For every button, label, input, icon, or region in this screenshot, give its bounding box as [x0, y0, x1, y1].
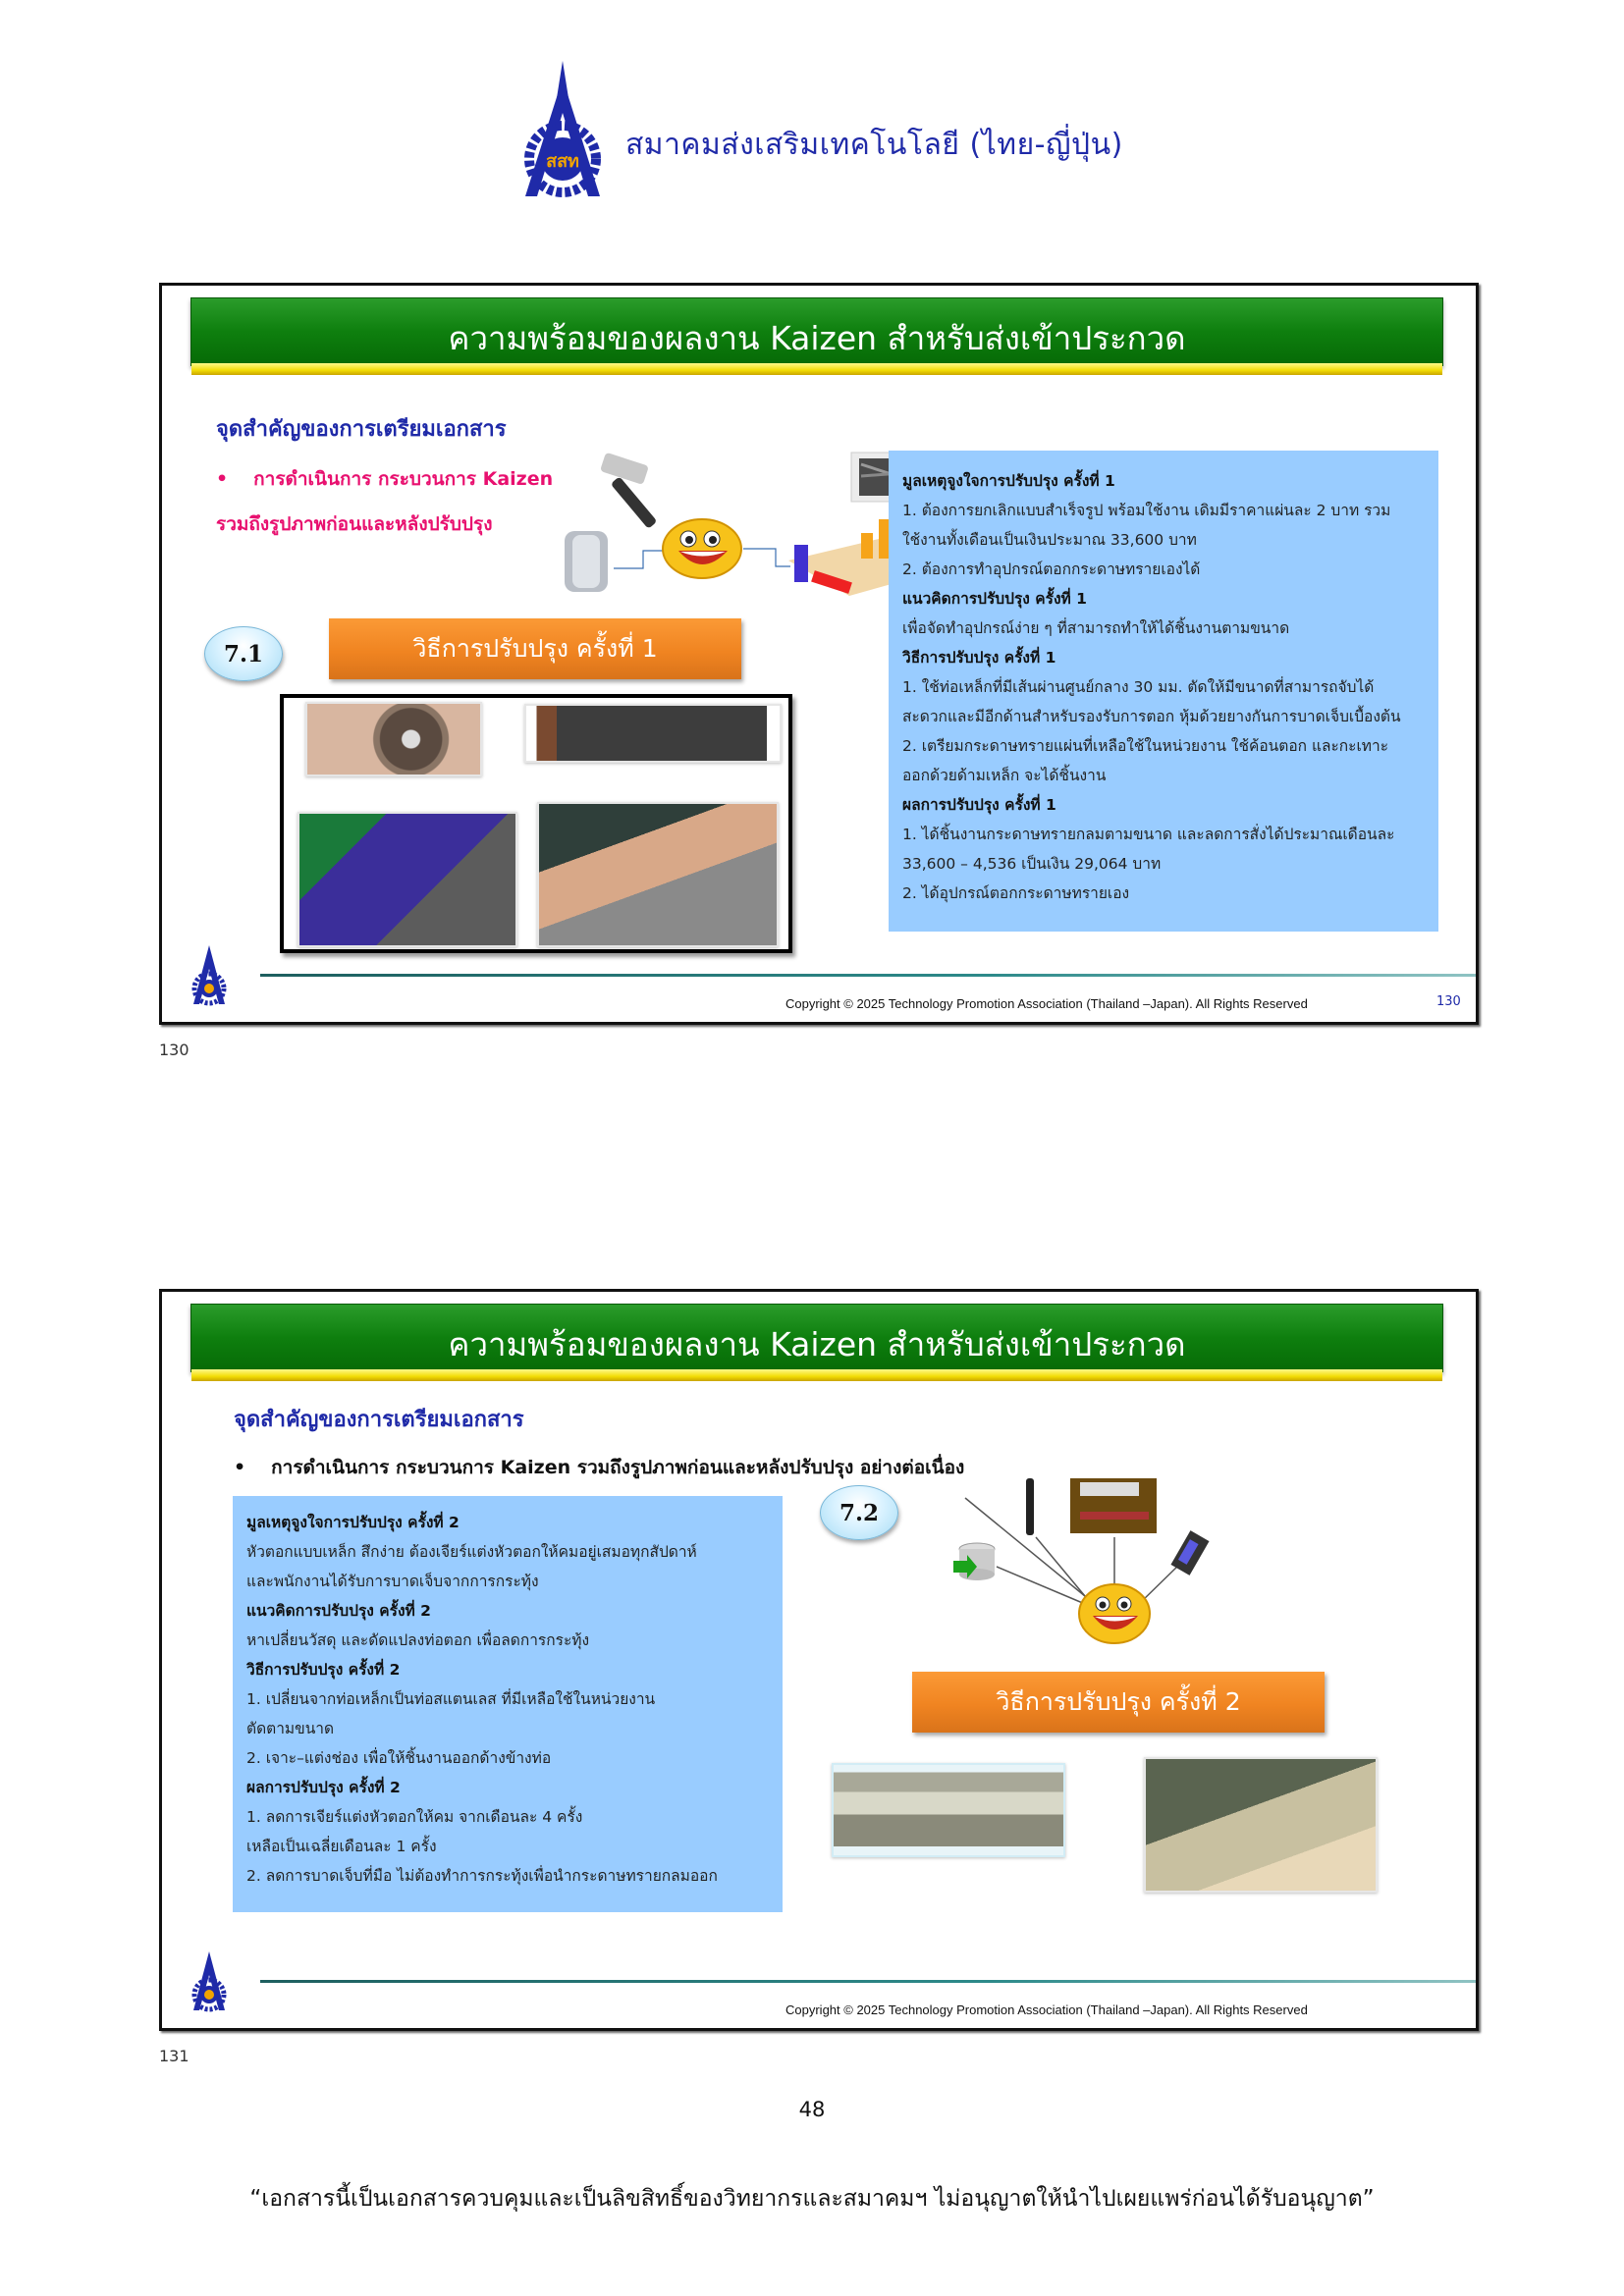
- association-logo-icon: [523, 59, 602, 211]
- copyright-disclaimer: “เอกสารนี้เป็นเอกสารควบคุมและเป็นลิขสิทธิ์ของวิทยากรและสมาคมฯ ไม่อนุญาตให้นำไปเผยแพร่ก่อนได้รับอนุญาต”: [249, 2186, 1375, 2212]
- section-heading: จุดสำคัญของการเตรียมเอกสาร: [216, 417, 507, 442]
- bullet-item: [234, 1453, 964, 1482]
- info-line: 2. เจาะ–แต่งช่อง เพื่อให้ชิ้นงานออกด้างข้างท่อ: [246, 1749, 552, 1767]
- slide-caption-number: 130: [159, 1041, 189, 1059]
- info-line: 2. ลดการบาดเจ็บที่มือ ไม่ต้องทำการกระทุ้งเพื่อนำกระดาษทรายกลมออก: [246, 1867, 718, 1885]
- slide-131: [159, 1289, 1479, 2031]
- smiley-face-icon: [663, 519, 741, 578]
- photo-punching-sandpaper: [1144, 1757, 1378, 1893]
- info-line: หาเปลี่ยนวัสดุ และดัดแปลงท่อตอก เพื่อลดการกระทุ้ง: [246, 1631, 590, 1649]
- organization-name: สมาคมส่งเสริมเทคโนโลยี (ไทย-ญี่ปุ่น): [625, 128, 1123, 162]
- info-line: ออกด้วยด้ามเหล็ก จะได้ชิ้นงาน: [902, 767, 1107, 784]
- info-line: 1. ต้องการยกเลิกแบบสำเร็จรูป พร้อมใช้งาน เดิมมีราคาแผ่นละ 2 บาท รวม: [902, 502, 1391, 519]
- bullet-text: การดำเนินการ กระบวนการ Kaizen: [253, 468, 554, 490]
- slide-title: ความพร้อมของผลงาน Kaizen สำหรับส่งเข้าประกวด: [448, 319, 1186, 357]
- info-heading: ผลการปรับปรุง ครั้งที่ 1: [902, 796, 1056, 814]
- slide-130: [159, 283, 1479, 1025]
- bullet-icon: •: [234, 1457, 246, 1478]
- photo-collage: [280, 694, 792, 953]
- slide-title-bar: [190, 297, 1443, 366]
- info-line: เพื่อจัดทำอุปกรณ์ง่าย ๆ ที่สามารถทำให้ได้ชิ้นงานตามขนาด: [902, 619, 1290, 637]
- info-line: 33,600 – 4,536 เป็นเงิน 29,064 บาท: [902, 855, 1162, 873]
- info-line: 2. ได้อุปกรณ์ตอกกระดาษทรายเอง: [902, 884, 1130, 902]
- info-line: 2. เตรียมกระดาษทรายแผ่นที่เหลือใช้ในหน่วยงาน ใช้ค้อนตอก และกะเทาะ: [902, 737, 1389, 755]
- info-line: หัวตอกแบบเหล็ก สึกง่าย ต้องเจียร์แต่งหัวตอกให้คมอยู่เสมอทุกสัปดาห์: [246, 1543, 697, 1561]
- page-header: [523, 59, 1123, 211]
- kaizen-tools-illustration: [938, 1478, 1488, 1645]
- info-heading: แนวคิดการปรับปรุง ครั้งที่ 1: [902, 590, 1087, 608]
- step-label-banner: วิธีการปรับปรุง ครั้งที่ 2: [912, 1672, 1325, 1733]
- bullet-continuation: รวมถึงรูปภาพก่อนและหลังปรับปรุง: [216, 513, 493, 535]
- footer-logo-icon: [191, 945, 227, 1010]
- section-heading: จุดสำคัญของการเตรียมเอกสาร: [234, 1408, 524, 1432]
- info-heading: แนวคิดการปรับปรุง ครั้งที่ 2: [246, 1602, 431, 1620]
- photo-sandpaper-disc: [305, 702, 482, 776]
- footer-logo-icon: [191, 1951, 227, 2016]
- step-number-badge: 7.1: [204, 626, 283, 681]
- slide-title-bar: [190, 1304, 1443, 1372]
- slide-number: 130: [1436, 994, 1461, 1009]
- step-label-banner: วิธีการปรับปรุง ครั้งที่ 1: [329, 618, 741, 679]
- photo-hands-with-tool: [537, 802, 779, 947]
- title-underline-stripe: [191, 363, 1442, 375]
- stapler-icon: [1170, 1530, 1209, 1575]
- photo-worker-punching: [298, 812, 517, 947]
- pen-icon: [1026, 1478, 1034, 1535]
- info-line: 2. ต้องการทำอุปกรณ์ตอกกระดาษทรายเองได้: [902, 561, 1201, 578]
- copyright-text: Copyright © 2025 Technology Promotion Association (Thailand –Japan). All Rights Reserved: [785, 996, 1308, 1011]
- info-heading: มูลเหตุจูงใจการปรับปรุง ครั้งที่ 1: [902, 472, 1115, 490]
- hammer-icon: [600, 453, 657, 529]
- bullet-item: [216, 464, 553, 494]
- info-line: 1. เปลี่ยนจากท่อเหล็กเป็นท่อสแตนเลส ที่มีเหลือใช้ในหน่วยงาน: [246, 1690, 656, 1708]
- slide-title: ความพร้อมของผลงาน Kaizen สำหรับส่งเข้าประกวด: [448, 1325, 1186, 1363]
- copyright-text: Copyright © 2025 Technology Promotion Association (Thailand –Japan). All Rights Reserved: [785, 2002, 1308, 2017]
- title-underline-stripe: [191, 1369, 1442, 1381]
- info-line: 1. ได้ชิ้นงานกระดาษทรายกลมตามขนาด และลดการสั่งได้ประมาณเดือนละ: [902, 826, 1395, 843]
- photo-steel-punch-tool: [524, 704, 782, 763]
- page-number: 48: [798, 2098, 826, 2121]
- info-heading: วิธีการปรับปรุง ครั้งที่ 2: [246, 1661, 401, 1679]
- improvement-details-box: [889, 451, 1438, 932]
- improvement-details-box: [233, 1496, 783, 1912]
- info-line: ใช้งานทั้งเดือนเป็นเงินประมาณ 33,600 บาท: [902, 531, 1197, 549]
- bullet-icon: •: [216, 468, 229, 490]
- footer-divider: [260, 974, 1476, 977]
- info-line: 1. ลดการเจียร์แต่งหัวตอกให้คม จากเดือนละ 4 ครั้ง: [246, 1808, 583, 1826]
- info-line: 1. ใช้ท่อเหล็กที่มีเส้นผ่านศูนย์กลาง 30 มม. ตัดให้มีขนาดที่สามารถจับได้: [902, 678, 1375, 696]
- svg-text:สสท: สสท: [546, 151, 579, 172]
- cylinder-part-icon: [565, 531, 608, 592]
- database-icon: [953, 1543, 995, 1580]
- step-number-badge: 7.2: [820, 1485, 898, 1540]
- slide-caption-number: 131: [159, 2047, 189, 2065]
- info-line: และพนักงานได้รับการบาดเจ็บจากการกระทุ้ง: [246, 1573, 539, 1590]
- footer-divider: [260, 1980, 1476, 1983]
- info-heading: มูลเหตุจูงใจการปรับปรุง ครั้งที่ 2: [246, 1514, 460, 1531]
- info-heading: ผลการปรับปรุง ครั้งที่ 2: [246, 1779, 401, 1796]
- info-line: สะดวกและมีอีกด้านสำหรับรองรับการตอก หุ้มด้วยยางกันการบาดเจ็บเบื้องต้น: [902, 708, 1401, 725]
- bullet-text: การดำเนินการ กระบวนการ Kaizen รวมถึงรูปภาพก่อนและหลังปรับปรุง อย่างต่อเนื่อง: [271, 1457, 965, 1478]
- tool-kit-photo-icon: [1070, 1478, 1157, 1533]
- info-heading: วิธีการปรับปรุง ครั้งที่ 1: [902, 649, 1056, 667]
- smiley-face-icon: [1079, 1584, 1150, 1643]
- photo-stainless-tube: [832, 1763, 1065, 1857]
- info-line: ตัดตามขนาด: [246, 1720, 335, 1737]
- info-line: เหลือเป็นเฉลี่ยเดือนละ 1 ครั้ง: [246, 1838, 437, 1855]
